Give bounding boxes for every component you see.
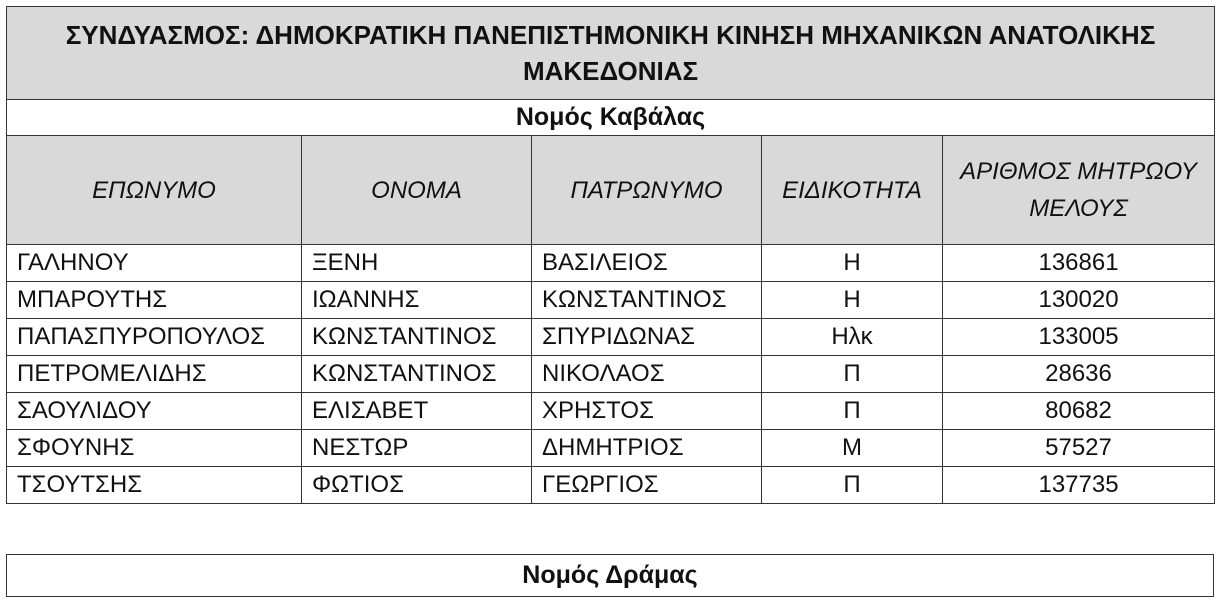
cell-surname: ΓΑΛΗΝΟΥ [7, 245, 302, 282]
cell-name: ΚΩΝΣΤΑΝΤΙΝΟΣ [302, 356, 532, 393]
cell-specialty: Π [762, 356, 943, 393]
cell-father-name: ΚΩΝΣΤΑΝΤΙΝΟΣ [532, 282, 762, 319]
cell-specialty: Ηλκ [762, 319, 943, 356]
prefecture-heading-kavala: Νομός Καβάλας [7, 100, 1215, 136]
cell-specialty: Μ [762, 430, 943, 467]
cell-registry-number: 57527 [943, 430, 1215, 467]
cell-registry-number: 137735 [943, 467, 1215, 504]
cell-surname: ΤΣΟΥΤΣΗΣ [7, 467, 302, 504]
cell-surname: ΠΕΤΡΟΜΕΛΙΔΗΣ [7, 356, 302, 393]
column-header-surname: ΕΠΩΝΥΜΟ [7, 136, 302, 245]
table-row [7, 319, 1215, 356]
cell-father-name: ΣΠΥΡΙΔΩΝΑΣ [532, 319, 762, 356]
table-row [7, 430, 1215, 467]
cell-name: ΦΩΤΙΟΣ [302, 467, 532, 504]
cell-surname: ΜΠΑΡΟΥΤΗΣ [7, 282, 302, 319]
table-row [7, 393, 1215, 430]
prefecture-heading-drama: Νομός Δράμας [7, 555, 1214, 597]
table-row [7, 356, 1215, 393]
coalition-title: ΣΥΝΔΥΑΣΜΟΣ: ΔΗΜΟΚΡΑΤΙΚΗ ΠΑΝΕΠΙΣΤΗΜΟΝΙΚΗ ΚΙΝΗΣΗ ΜΗΧΑΝΙΚΩΝ ΑΝΑΤΟΛΙΚΗΣ ΜΑΚΕΔΟΝΙΑΣ [7, 7, 1215, 100]
cell-registry-number: 130020 [943, 282, 1215, 319]
table-row [7, 245, 1215, 282]
cell-father-name: ΧΡΗΣΤΟΣ [532, 393, 762, 430]
cell-surname: ΣΑΟΥΛΙΔΟΥ [7, 393, 302, 430]
cell-name: ΚΩΝΣΤΑΝΤΙΝΟΣ [302, 319, 532, 356]
cell-name: ΝΕΣΤΩΡ [302, 430, 532, 467]
cell-specialty: Η [762, 282, 943, 319]
cell-name: ΞΕΝΗ [302, 245, 532, 282]
cell-father-name: ΔΗΜΗΤΡΙΟΣ [532, 430, 762, 467]
cell-registry-number: 136861 [943, 245, 1215, 282]
cell-specialty: Π [762, 467, 943, 504]
cell-specialty: Η [762, 245, 943, 282]
drama-candidates-table [6, 554, 1214, 597]
cell-father-name: ΓΕΩΡΓΙΟΣ [532, 467, 762, 504]
cell-registry-number: 133005 [943, 319, 1215, 356]
cell-name: ΕΛΙΣΑΒΕΤ [302, 393, 532, 430]
column-header-registry-number: ΑΡΙΘΜΟΣ ΜΗΤΡΩΟΥ ΜΕΛΟΥΣ [943, 136, 1215, 245]
cell-surname: ΠΑΠΑΣΠΥΡΟΠΟΥΛΟΣ [7, 319, 302, 356]
kavala-candidates-table [6, 6, 1215, 504]
cell-father-name: ΝΙΚΟΛΑΟΣ [532, 356, 762, 393]
cell-surname: ΣΦΟΥΝΗΣ [7, 430, 302, 467]
cell-registry-number: 28636 [943, 356, 1215, 393]
cell-name: ΙΩΑΝΝΗΣ [302, 282, 532, 319]
cell-father-name: ΒΑΣΙΛΕΙΟΣ [532, 245, 762, 282]
cell-specialty: Π [762, 393, 943, 430]
column-header-father-name: ΠΑΤΡΩΝΥΜΟ [532, 136, 762, 245]
table-row [7, 282, 1215, 319]
column-header-name: ΟΝΟΜΑ [302, 136, 532, 245]
column-header-specialty: ΕΙΔΙΚΟΤΗΤΑ [762, 136, 943, 245]
cell-registry-number: 80682 [943, 393, 1215, 430]
table-header-row [7, 136, 1215, 245]
table-row [7, 467, 1215, 504]
